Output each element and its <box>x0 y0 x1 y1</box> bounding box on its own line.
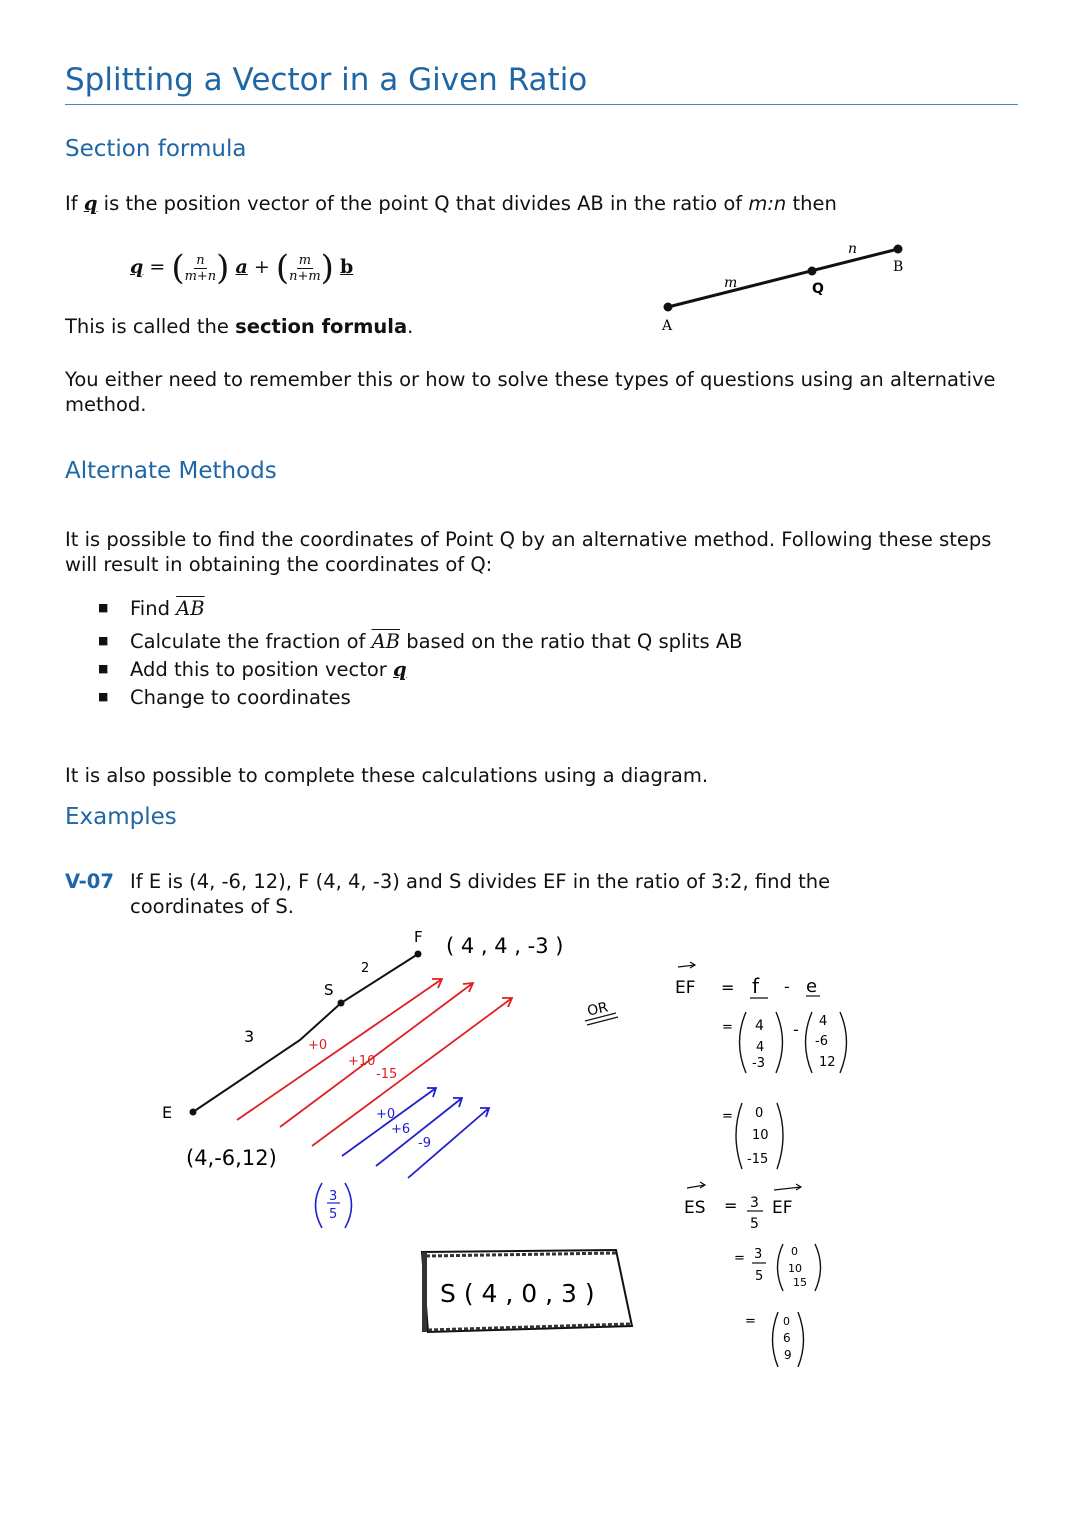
red-label: -15 <box>376 1067 398 1082</box>
ef-label: EF <box>772 1198 793 1218</box>
numerator: n <box>196 252 205 268</box>
denominator: n+m <box>289 268 321 284</box>
vector-value: 15 <box>793 1276 807 1289</box>
text: then <box>786 192 837 215</box>
text: based on the ratio that Q splits AB <box>400 630 743 653</box>
label-q: Q <box>812 281 824 297</box>
red-arrow <box>312 998 512 1146</box>
equals: = <box>734 1251 745 1266</box>
equals: = <box>721 978 735 997</box>
bullet-icon: ■ <box>98 662 109 675</box>
point-a <box>664 303 673 312</box>
label-e: E <box>162 1103 173 1122</box>
vector-arrow-icon <box>774 1184 801 1190</box>
question-line-1: If E is (4, -6, 12), F (4, 4, -3) and S divides EF in the ratio of 3:2, find the <box>130 870 831 893</box>
list-item: Change to coordinates <box>130 686 351 709</box>
var-q: q <box>393 658 407 681</box>
label-3: 3 <box>244 1027 255 1046</box>
text: Calculate the fraction of <box>130 630 372 653</box>
numerator: 3 <box>329 1189 338 1204</box>
denominator: 5 <box>750 1216 759 1232</box>
red-label: +0 <box>308 1038 328 1053</box>
text: This is called the <box>65 315 236 338</box>
left-paren <box>736 1103 742 1169</box>
vector-f-value: 4 <box>755 1018 764 1034</box>
vector-e-value: 4 <box>819 1014 828 1029</box>
equals: = <box>745 1314 756 1329</box>
heading-alternate-methods: Alternate Methods <box>65 458 277 484</box>
blue-label: +0 <box>376 1107 396 1122</box>
equals: = <box>722 1109 733 1124</box>
bullet-icon: ■ <box>98 634 109 647</box>
e-coordinates: (4,-6,12) <box>186 1146 277 1170</box>
box-shade <box>426 1253 616 1256</box>
var-e: e <box>806 976 818 997</box>
fraction-1 <box>185 253 217 284</box>
vector-es-value: 9 <box>784 1348 792 1362</box>
plus: + <box>253 256 270 278</box>
box-shade <box>422 1252 427 1332</box>
var-f: f <box>752 974 760 998</box>
numerator: m <box>298 252 312 268</box>
vector-e-value: 12 <box>819 1055 836 1070</box>
vector-ef-value: 10 <box>752 1128 769 1143</box>
paren: ( <box>171 248 185 288</box>
denominator: 5 <box>329 1207 338 1222</box>
question-line-2: coordinates of S. <box>130 895 294 918</box>
point-b <box>894 245 903 254</box>
f-coordinates: ( 4 , 4 , -3 ) <box>446 934 564 958</box>
list-item <box>130 596 205 621</box>
minus: - <box>793 1020 799 1039</box>
fraction-2 <box>289 253 321 284</box>
label-f: F <box>414 928 423 946</box>
blue-label: -9 <box>418 1136 431 1151</box>
equals: = <box>722 1020 733 1035</box>
remember-text: You either need to remember this or how to solve these types of questions using an alternative method. <box>65 368 996 416</box>
vector-ef-value: -15 <box>747 1152 769 1167</box>
right-paren <box>776 1012 783 1073</box>
line-ef <box>193 954 418 1112</box>
vector-arrow-icon <box>687 1182 705 1188</box>
left-paren <box>773 1312 779 1367</box>
example-label: V-07 <box>65 870 114 893</box>
list-item <box>130 629 743 654</box>
blue-arrows <box>342 1088 489 1178</box>
ef-label: EF <box>675 978 696 998</box>
vector-value: 10 <box>788 1262 802 1275</box>
equals: = <box>724 1196 738 1215</box>
numerator: 3 <box>750 1195 759 1211</box>
label-2: 2 <box>361 961 370 976</box>
heading-section-formula: Section formula <box>65 136 247 162</box>
var-q: q <box>130 256 144 278</box>
label-m: m <box>724 275 738 291</box>
red-arrow <box>280 983 473 1127</box>
vector-working <box>675 962 847 1367</box>
or-label: OR <box>585 999 610 1020</box>
bold-term: section formula <box>235 315 408 338</box>
diagram-note: It is also possible to complete these calculations using a diagram. <box>65 764 709 787</box>
minus: - <box>784 977 790 996</box>
label-b: B <box>893 259 904 275</box>
vector-value: 0 <box>791 1245 798 1258</box>
left-paren <box>316 1183 323 1228</box>
handwritten-solution <box>0 920 1080 1380</box>
text: . <box>407 315 414 338</box>
text: If <box>65 192 84 215</box>
point-e <box>190 1109 197 1116</box>
vector-f-value: -3 <box>752 1056 765 1071</box>
line-ab <box>668 249 898 307</box>
vector-f-value: 4 <box>756 1040 765 1055</box>
vector-es-value: 6 <box>783 1331 791 1345</box>
answer-text: S ( 4 , 0 , 3 ) <box>440 1279 595 1308</box>
vector-ab: $\overline{AB}$ <box>371 630 400 653</box>
point-f <box>415 951 422 958</box>
right-paren <box>777 1103 783 1169</box>
paren: ( <box>275 248 290 288</box>
right-paren <box>345 1183 352 1228</box>
text: Add this to position vector <box>130 658 393 681</box>
left-paren <box>740 1012 747 1073</box>
vector-ab: $\overline{AB}$ <box>176 597 205 620</box>
left-paren <box>806 1012 813 1073</box>
vector-es-value: 0 <box>783 1315 790 1328</box>
var-q: q <box>83 192 98 215</box>
ratio: m:n <box>748 192 787 215</box>
vector-e-value: -6 <box>815 1034 828 1049</box>
label-s: S <box>324 981 334 999</box>
bullet-icon: ■ <box>98 690 109 703</box>
text: Find <box>130 597 177 620</box>
vector-ef-value: 0 <box>755 1106 764 1121</box>
title-rule <box>65 104 1018 105</box>
fraction-three-fifths <box>316 1183 352 1228</box>
var-b: b <box>339 256 354 278</box>
equals: = <box>149 256 166 278</box>
denominator: m+n <box>184 268 217 284</box>
text: is the position vector of the point Q that divides AB in the ratio of <box>97 192 749 215</box>
ratio-line-diagram <box>650 235 920 335</box>
section-intro <box>65 191 837 216</box>
var-a: a <box>235 256 248 278</box>
left-paren <box>778 1244 784 1291</box>
list-item <box>130 657 407 682</box>
blue-label: +6 <box>391 1122 411 1137</box>
paren: ) <box>320 248 334 288</box>
es-label: ES <box>684 1198 706 1218</box>
section-formula-equation <box>130 248 353 288</box>
label-a: A <box>662 318 673 334</box>
answer-box <box>422 1250 632 1332</box>
right-paren <box>798 1312 804 1367</box>
point-s <box>338 1000 345 1007</box>
label-n: n <box>848 241 858 257</box>
right-paren <box>840 1012 847 1073</box>
heading-examples: Examples <box>65 804 177 830</box>
numerator: 3 <box>754 1247 763 1262</box>
vector-arrow-icon <box>678 962 695 968</box>
page-title: Splitting a Vector in a Given Ratio <box>65 62 588 98</box>
paren: ) <box>216 248 230 288</box>
alternate-intro: It is possible to find the coordinates of Point Q by an alternative method. Following these steps will result in obtaining the coordinates of Q: <box>65 528 992 576</box>
bullet-icon: ■ <box>98 601 109 614</box>
denominator: 5 <box>755 1269 764 1284</box>
right-paren <box>815 1244 821 1291</box>
point-q <box>808 267 817 276</box>
called-text <box>65 314 413 339</box>
red-label: +10 <box>348 1054 376 1069</box>
